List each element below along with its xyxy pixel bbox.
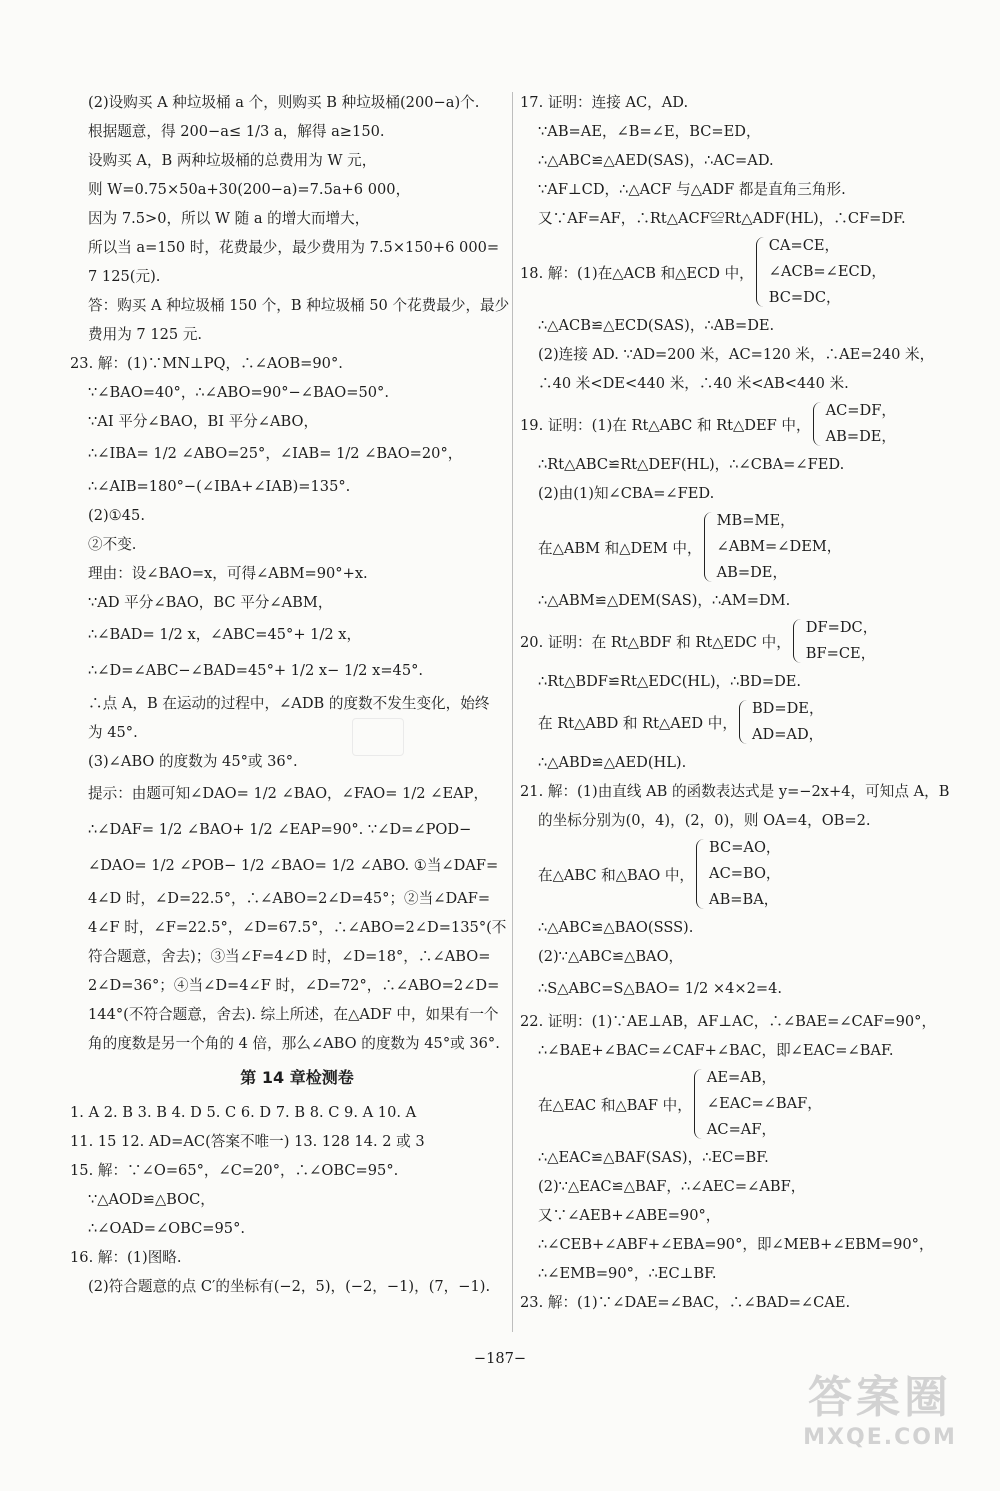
text-line: 144°(不符合题意，舍去). 综上所述，在△ADF 中，如果有一个 [88,1006,499,1023]
brace [704,512,713,582]
text-line: ∴∠CEB+∠ABF+∠EBA=90°，即∠MEB+∠EBM=90°， [538,1236,934,1253]
system-row: CA=CE， [768,237,840,254]
text-line: 所以当 a=150 时，花费最少，最少费用为 7.5×150+6 000= [88,239,500,256]
text-line: (2)∵△EAC≌△BAF，∴∠AEC=∠ABF， [538,1178,806,1195]
question-17-start: 17. 证明：连接 AC，AD. [520,94,689,111]
text-line: ∴Rt△ABC≌Rt△DEF(HL)，∴∠CBA=∠FED. [538,456,845,473]
brace [813,402,822,446]
answer-line: 11. 15 12. AD=AC(答案不唯一) 13. 128 14. 2 或 3 [70,1133,425,1150]
section-heading: 第 14 章检测卷 [240,1068,354,1087]
column-divider [512,92,513,1332]
text-line: ∴点 A，B 在运动的过程中，∠ADB 的度数不发生变化，始终 [88,695,490,712]
text-line: ∴∠BAE+∠BAC=∠CAF+∠BAC，即∠EAC=∠BAF. [538,1042,894,1059]
text-line: 设购买 A，B 两种垃圾桶的总费用为 W 元， [88,152,377,169]
text-line: (2)∵△ABC≌△BAO， [538,948,684,965]
text-line: ∵∠BAO=40°，∴∠ABO=90°−∠BAO=50°. [88,384,389,401]
text-line: ②不变. [88,536,137,553]
text-line: 又∵∠AEB+∠ABE=90°， [538,1207,721,1224]
system-row: AC=AF， [706,1121,777,1138]
watermark-logo [780,1361,980,1481]
text-line: ∴∠IBA= 1/2 ∠ABO=25°，∠IAB= 1/2 ∠BAO=20°， [88,445,463,462]
system-row: ∠ACB=∠ECD， [768,263,886,280]
system-prefix: 19. 证明：(1)在 Rt△ABC 和 Rt△DEF 中， [520,416,811,434]
text-line: ∴∠AIB=180°−(∠IBA+∠IAB)=135°. [88,478,351,495]
answer-line: 16. 解：(1)图略. [70,1249,182,1266]
right-column [520,88,950,1317]
system-prefix: 在△ABC 和△BAO 中， [538,866,695,884]
text-line: 为 45°. [88,724,138,741]
text-line: 根据题意，得 200−a≤ 1/3 a，解得 a≥150. [88,123,385,140]
text-line: ∴△ABC≌△BAO(SSS). [538,919,694,936]
text-line: ∴S△ABC=S△BAO= 1/2 ×4×2=4. [538,980,783,997]
text-line: 4∠D 时，∠D=22.5°，∴∠ABO=2∠D=45°；②当∠DAF= [88,890,491,907]
equation-system-18 [520,233,950,311]
watermark-text: 答案圈 [808,1372,952,1423]
text-line: ∴∠DAF= 1/2 ∠BAO+ 1/2 ∠EAP=90°. ∵∠D=∠POD− [88,821,472,838]
question-23-start: 23. 解：(1)∵MN⊥PQ，∴∠AOB=90°. [70,355,343,372]
brace [696,839,705,909]
system-prefix: 在△EAC 和△BAF 中， [538,1096,692,1114]
system-prefix: 18. 解：(1)在△ACB 和△ECD 中， [520,264,754,282]
brace [739,700,748,744]
text-line: (2)设购买 A 种垃圾桶 a 个，则购买 B 种垃圾桶(200−a)个. [88,94,480,111]
text-line: 因为 7.5>0，所以 W 随 a 的增大而增大， [88,210,370,227]
system-row: AB=BA， [709,891,779,908]
page-number: −187− [473,1350,527,1367]
equation-system-19 [520,398,950,450]
system-row: DF=DC， [805,619,878,636]
system-row: AC=DF， [825,402,896,419]
text-line: ∴Rt△BDF≌Rt△EDC(HL)，∴BD=DE. [538,673,802,690]
brace [756,237,765,307]
left-column [70,88,510,1301]
system-row: AC=BO， [709,865,781,882]
text-line: 则 W=0.75×50a+30(200−a)=7.5a+6 000， [88,181,411,198]
answer-line: 1. A 2. B 3. B 4. D 5. C 6. D 7. B 8. C 9. A 10. A [70,1104,417,1121]
system-row: BC=AO， [709,839,781,856]
text-line: ∴△ABC≌△AED(SAS)，∴AC=AD. [538,152,774,169]
text-line: ∠DAO= 1/2 ∠POB− 1/2 ∠BAO= 1/2 ∠ABO. ①当∠DAF= [88,857,499,874]
text-line: ∵AI 平分∠BAO，BI 平分∠ABO， [88,413,319,430]
system-row: ∠ABM=∠DEM， [716,538,842,555]
text-line: ∴△ACB≌△ECD(SAS)，∴AB=DE. [538,317,775,334]
equation-system-19b [520,508,950,586]
text-line: ∴△ABD≌△AED(HL). [538,754,687,771]
text-line: (2)符合题意的点 C′的坐标有(−2，5)，(−2，−1)，(7，−1). [88,1278,491,1295]
text-line: 费用为 7 125 元. [88,326,203,343]
brace [793,619,802,663]
text-line: ∴40 米<DE<440 米，∴40 米<AB<440 米. [538,375,849,392]
system-prefix: 20. 证明：在 Rt△BDF 和 Rt△EDC 中， [520,633,791,651]
text-line: ∵△AOD≌△BOC， [88,1191,215,1208]
text-line: (2)①45. [88,507,145,524]
text-line: ∴∠OAD=∠OBC=95°. [88,1220,246,1237]
faint-stamp [352,718,404,756]
system-row: ∠EAC=∠BAF， [706,1095,822,1112]
text-line: 符合题意，舍去)；③当∠F=4∠D 时，∠D=18°，∴∠ABO= [88,948,491,965]
text-line: 提示：由题可知∠DAO= 1/2 ∠BAO，∠FAO= 1/2 ∠EAP， [88,785,489,802]
system-row: BF=CE， [805,645,876,662]
text-line: ∴△ABM≌△DEM(SAS)，∴AM=DM. [538,592,791,609]
equation-system-20 [520,615,950,667]
text-line: ∵AF⊥CD，∴△ACF 与△ADF 都是直角三角形. [538,181,846,198]
answer-line: 15. 解：∵∠O=65°，∠C=20°，∴∠OBC=95°. [70,1162,399,1179]
text-line: ∴△EAC≌△BAF(SAS)，∴EC=BF. [538,1149,769,1166]
equation-system-22 [520,1065,950,1143]
text-line: ∵AD 平分∠BAO，BC 平分∠ABM， [88,594,333,611]
brace [694,1069,703,1139]
system-prefix: 在 Rt△ABD 和 Rt△AED 中， [538,714,737,732]
text-line: 答：购买 A 种垃圾桶 150 个，B 种垃圾桶 50 个花费最少，最少 [88,297,510,314]
system-prefix: 在△ABM 和△DEM 中， [538,539,702,557]
system-row: AE=AB， [706,1069,777,1086]
system-row: BC=DC， [768,289,841,306]
text-line: 又∵AF=AF，∴Rt△ACF≌Rt△ADF(HL)，∴CF=DF. [538,210,906,227]
text-line: (3)∠ABO 的度数为 45°或 36°. [88,753,298,770]
equation-system-21 [520,835,950,913]
text-line: ∴∠BAD= 1/2 x，∠ABC=45°+ 1/2 x， [88,626,362,643]
text-line: 2∠D=36°；④当∠D=4∠F 时，∠D=72°，∴∠ABO=2∠D= [88,977,500,994]
question-21-start: 21. 解：(1)由直线 AB 的函数表达式是 y=−2x+4，可知点 A，B [520,783,950,800]
text-line: 7 125(元). [88,268,161,285]
text-line: ∵AB=AE，∠B=∠E，BC=ED， [538,123,761,140]
text-line: 理由：设∠BAO=x，可得∠ABM=90°+x. [88,565,368,582]
system-row: AB=DE， [716,564,788,581]
system-row: AB=DE， [825,428,897,445]
question-23-start: 23. 解：(1)∵∠DAE=∠BAC，∴∠BAD=∠CAE. [520,1294,851,1311]
text-line: 4∠F 时，∠F=22.5°，∠D=67.5°，∴∠ABO=2∠D=135°(不 [88,919,507,936]
text-line: ∴∠EMB=90°，∴EC⊥BF. [538,1265,717,1282]
equation-system-20b [520,696,950,748]
system-row: AD=AD， [751,726,824,743]
text-line: ∴∠D=∠ABC−∠BAD=45°+ 1/2 x− 1/2 x=45°. [88,662,424,679]
text-line: 角的度数是另一个角的 4 倍，那么∠ABO 的度数为 45°或 36°. [88,1035,500,1052]
text-line: (2)连接 AD. ∵AD=200 米，AC=120 米，∴AE=240 米， [538,346,935,363]
system-row: MB=ME， [716,512,795,529]
system-row: BD=DE， [751,700,824,717]
watermark-url: MXQE.COM [803,1425,957,1450]
question-22-start: 22. 证明：(1)∵AE⊥AB，AF⊥AC，∴∠BAE=∠CAF=90°， [520,1013,937,1030]
text-line: (2)由(1)知∠CBA=∠FED. [538,485,715,502]
text-line: 的坐标分别为(0，4)，(2，0)，则 OA=4，OB=2. [538,812,871,829]
